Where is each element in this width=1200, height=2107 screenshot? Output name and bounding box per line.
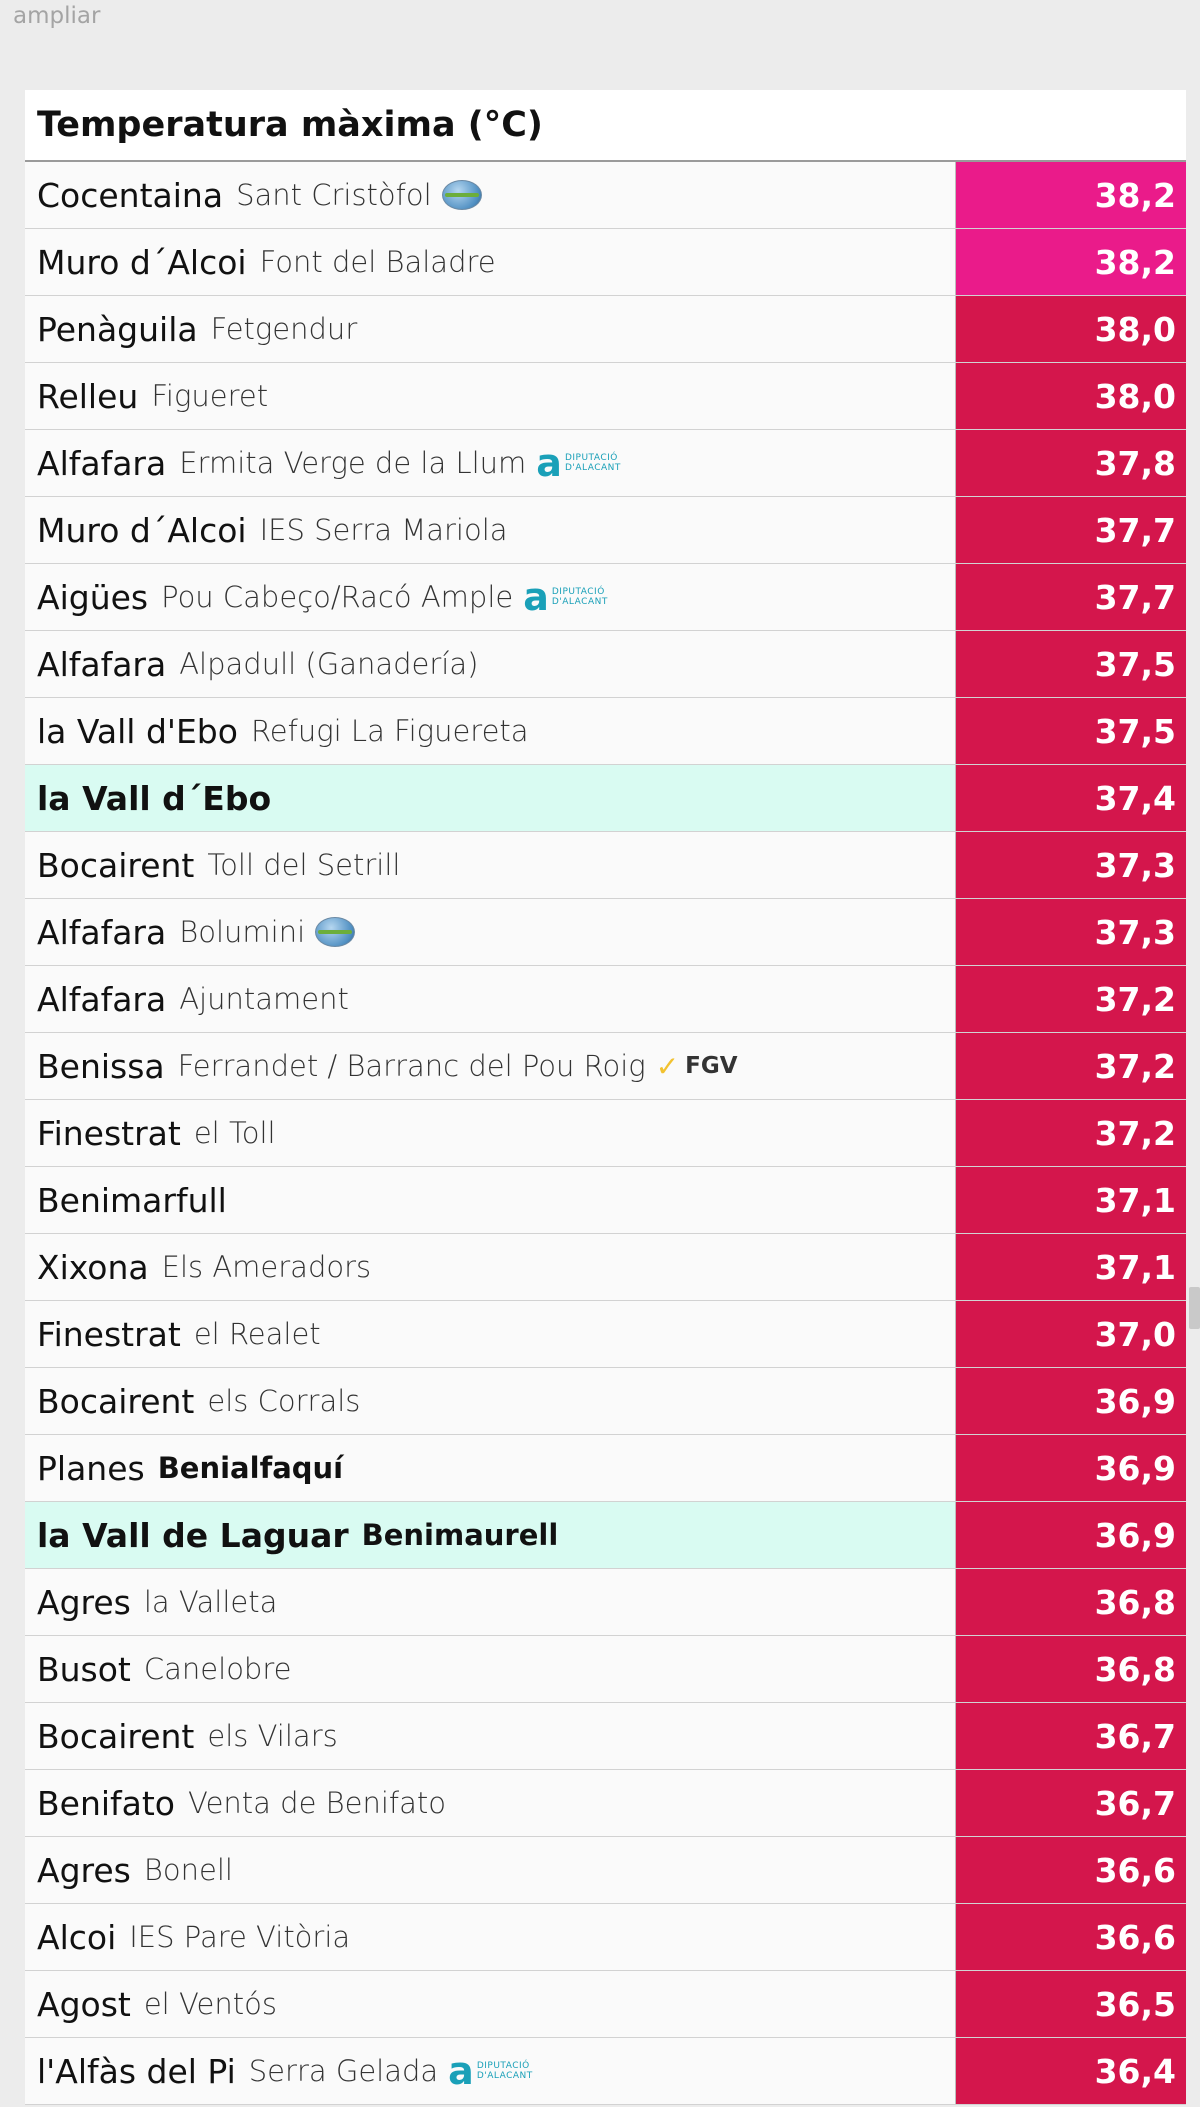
table-title: Temperatura màxima (°C): [37, 105, 543, 145]
station-name-cell: [25, 1435, 955, 1501]
town-name: Benifato: [37, 1783, 175, 1823]
station-name: Figueret: [151, 379, 269, 413]
diputacio-text-line1: DIPUTACIÓ: [551, 587, 605, 597]
diputacio-alacant-logo-icon: [536, 441, 621, 485]
station-name: Font del Baladre: [259, 245, 496, 279]
table-row[interactable]: [25, 1971, 1186, 2038]
station-name-cell: [25, 1502, 955, 1568]
diputacio-text-line2: D'ALACANT: [564, 463, 621, 473]
temperature-value: 37,3: [955, 832, 1186, 898]
diputacio-alacant-logo-icon: [523, 575, 608, 619]
station-name-cell: [25, 698, 955, 764]
station-name-cell: [25, 1167, 955, 1233]
station-name: IES Serra Mariola: [259, 513, 508, 547]
temperature-value: 37,1: [955, 1234, 1186, 1300]
town-name: Cocentaina: [37, 175, 224, 215]
temperature-value: 36,8: [955, 1636, 1186, 1702]
station-name: Ermita Verge de la Llum: [179, 446, 527, 480]
table-row[interactable]: [25, 2038, 1186, 2105]
table-row[interactable]: [25, 1033, 1186, 1100]
station-name-cell: [25, 1904, 955, 1970]
station-name: Venta de Benifato: [188, 1786, 446, 1820]
table-rows: [25, 162, 1186, 2105]
station-name-cell: [25, 430, 955, 496]
temperature-value: 37,8: [955, 430, 1186, 496]
temperature-value: 38,2: [955, 162, 1186, 228]
diputacio-text-line1: DIPUTACIÓ: [476, 2061, 530, 2071]
town-name: Bocairent: [37, 1381, 195, 1421]
station-name: Ajuntament: [179, 982, 349, 1016]
table-row[interactable]: [25, 564, 1186, 631]
town-name: Penàguila: [37, 309, 198, 349]
town-name: Benissa: [37, 1046, 165, 1086]
table-row[interactable]: [25, 1368, 1186, 1435]
town-name: l'Alfàs del Pi: [37, 2051, 236, 2091]
table-row[interactable]: [25, 698, 1186, 765]
diputacio-a-mark: a: [448, 2049, 474, 2093]
station-name: el Ventós: [143, 1987, 277, 2021]
table-row[interactable]: [25, 1904, 1186, 1971]
station-name: el Toll: [193, 1116, 276, 1150]
diputacio-text: [552, 587, 608, 607]
temperature-value: 37,1: [955, 1167, 1186, 1233]
town-name: Alfafara: [37, 443, 167, 483]
diputacio-text-line2: D'ALACANT: [551, 597, 608, 607]
station-name-cell: [25, 631, 955, 697]
table-row[interactable]: [25, 1301, 1186, 1368]
table-row[interactable]: [25, 631, 1186, 698]
town-name: la Vall d'Ebo: [37, 711, 238, 751]
table-row[interactable]: [25, 1502, 1186, 1569]
temperature-value: 36,5: [955, 1971, 1186, 2037]
station-name-cell: [25, 1368, 955, 1434]
scrollbar-thumb[interactable]: [1189, 1287, 1200, 1329]
town-name: Finestrat: [37, 1314, 181, 1354]
table-row[interactable]: [25, 296, 1186, 363]
table-row[interactable]: [25, 1569, 1186, 1636]
town-name: Planes: [37, 1448, 145, 1488]
town-name: la Vall d´Ebo: [37, 778, 272, 818]
diputacio-a-mark: a: [536, 441, 562, 485]
temperature-value: 36,9: [955, 1502, 1186, 1568]
network-globe-icon: [442, 180, 482, 210]
station-name-cell: [25, 1837, 955, 1903]
temperature-value: 36,7: [955, 1703, 1186, 1769]
fgv-logo-icon: [656, 1050, 738, 1083]
station-name-cell: [25, 162, 955, 228]
diputacio-text: [565, 453, 621, 473]
station-name: els Vilars: [207, 1719, 338, 1753]
station-name-cell: [25, 2038, 955, 2104]
globe-icon: [442, 180, 482, 210]
table-row[interactable]: [25, 832, 1186, 899]
station-name: Serra Gelada: [248, 2054, 439, 2088]
table-row[interactable]: [25, 1703, 1186, 1770]
temperature-value: 37,3: [955, 899, 1186, 965]
table-row[interactable]: [25, 1837, 1186, 1904]
town-name: Alcoi: [37, 1917, 117, 1957]
town-name: Alfafara: [37, 912, 167, 952]
town-name: Muro d´Alcoi: [37, 242, 247, 282]
station-name: Ferrandet / Barranc del Pou Roig: [177, 1049, 646, 1083]
network-globe-icon: [315, 917, 355, 947]
temperature-value: 37,5: [955, 631, 1186, 697]
temperature-value: 37,5: [955, 698, 1186, 764]
temperature-value: 36,8: [955, 1569, 1186, 1635]
station-name: Pou Cabeço/Racó Ample: [161, 580, 514, 614]
station-name: el Realet: [193, 1317, 321, 1351]
temperature-value: 37,7: [955, 497, 1186, 563]
station-name-cell: [25, 564, 955, 630]
temperature-value: 38,2: [955, 229, 1186, 295]
diputacio-text: [477, 2061, 533, 2081]
table-row[interactable]: [25, 229, 1186, 296]
table-row[interactable]: [25, 1167, 1186, 1234]
table-row[interactable]: [25, 899, 1186, 966]
station-name-cell: [25, 229, 955, 295]
town-name: Bocairent: [37, 1716, 195, 1756]
diputacio-text-line1: DIPUTACIÓ: [564, 453, 618, 463]
table-row[interactable]: [25, 1770, 1186, 1837]
station-name-cell: [25, 296, 955, 362]
station-name: Benimaurell: [361, 1518, 559, 1552]
diputacio-alacant-logo-icon: [448, 2049, 533, 2093]
table-row[interactable]: [25, 363, 1186, 430]
town-name: Alfafara: [37, 979, 167, 1019]
town-name: Finestrat: [37, 1113, 181, 1153]
station-name-cell: [25, 363, 955, 429]
station-name-cell: [25, 966, 955, 1032]
town-name: Busot: [37, 1649, 131, 1689]
globe-icon: [315, 917, 355, 947]
table-row[interactable]: [25, 1435, 1186, 1502]
table-header: [25, 90, 1186, 162]
town-name: Agres: [37, 1582, 131, 1622]
table-row[interactable]: [25, 1636, 1186, 1703]
station-name-cell: [25, 1569, 955, 1635]
town-name: Xixona: [37, 1247, 149, 1287]
temperature-value: 36,9: [955, 1368, 1186, 1434]
table-row[interactable]: [25, 162, 1186, 229]
table-row[interactable]: [25, 765, 1186, 832]
table-row[interactable]: [25, 430, 1186, 497]
town-name: Muro d´Alcoi: [37, 510, 247, 550]
temperature-value: 38,0: [955, 296, 1186, 362]
station-name: IES Pare Vitòria: [129, 1920, 351, 1954]
station-name-cell: [25, 497, 955, 563]
temperature-value: 37,2: [955, 1100, 1186, 1166]
temperature-value: 37,2: [955, 966, 1186, 1032]
station-name: Canelobre: [143, 1652, 292, 1686]
station-name: Els Ameradors: [161, 1250, 372, 1284]
station-name: Fetgendur: [210, 312, 358, 346]
station-name: Bolumini: [179, 915, 306, 949]
station-name-cell: [25, 1770, 955, 1836]
ampliar-link[interactable]: ampliar: [13, 3, 101, 29]
station-name-cell: [25, 832, 955, 898]
table-row[interactable]: [25, 497, 1186, 564]
temperature-value: 37,7: [955, 564, 1186, 630]
station-name-cell: [25, 1703, 955, 1769]
station-name-cell: [25, 899, 955, 965]
temperature-value: 37,4: [955, 765, 1186, 831]
temperature-value: 36,7: [955, 1770, 1186, 1836]
check-icon: ✓: [655, 1049, 680, 1083]
station-name: Sant Cristòfol: [236, 178, 432, 212]
station-name: Bonell: [143, 1853, 233, 1887]
town-name: Agost: [37, 1984, 131, 2024]
town-name: Agres: [37, 1850, 131, 1890]
temperature-value: 37,0: [955, 1301, 1186, 1367]
station-name: Toll del Setrill: [207, 848, 401, 882]
diputacio-text-line2: D'ALACANT: [476, 2071, 533, 2081]
town-name: Bocairent: [37, 845, 195, 885]
temperature-value: 37,2: [955, 1033, 1186, 1099]
temperature-value: 36,4: [955, 2038, 1186, 2104]
station-name: els Corrals: [207, 1384, 361, 1418]
station-name-cell: [25, 1033, 955, 1099]
table-row[interactable]: [25, 966, 1186, 1033]
station-name-cell: [25, 1234, 955, 1300]
fgv-text: FGV: [685, 1053, 738, 1079]
station-name-cell: [25, 1301, 955, 1367]
table-row[interactable]: [25, 1100, 1186, 1167]
station-name-cell: [25, 1636, 955, 1702]
town-name: Relleu: [37, 376, 139, 416]
temperature-value: 38,0: [955, 363, 1186, 429]
max-temperature-table: [25, 90, 1186, 2105]
table-row[interactable]: [25, 1234, 1186, 1301]
station-name: Alpadull (Ganadería): [179, 647, 479, 681]
temperature-value: 36,6: [955, 1837, 1186, 1903]
station-name-cell: [25, 1100, 955, 1166]
town-name: Benimarfull: [37, 1180, 227, 1220]
station-name: Refugi La Figuereta: [250, 714, 529, 748]
station-name: la Valleta: [143, 1585, 278, 1619]
town-name: Aigües: [37, 577, 149, 617]
diputacio-a-mark: a: [523, 575, 549, 619]
station-name: Benialfaquí: [157, 1451, 344, 1485]
station-name-cell: [25, 765, 955, 831]
town-name: la Vall de Laguar: [37, 1515, 349, 1555]
town-name: Alfafara: [37, 644, 167, 684]
station-name-cell: [25, 1971, 955, 2037]
temperature-value: 36,9: [955, 1435, 1186, 1501]
temperature-value: 36,6: [955, 1904, 1186, 1970]
